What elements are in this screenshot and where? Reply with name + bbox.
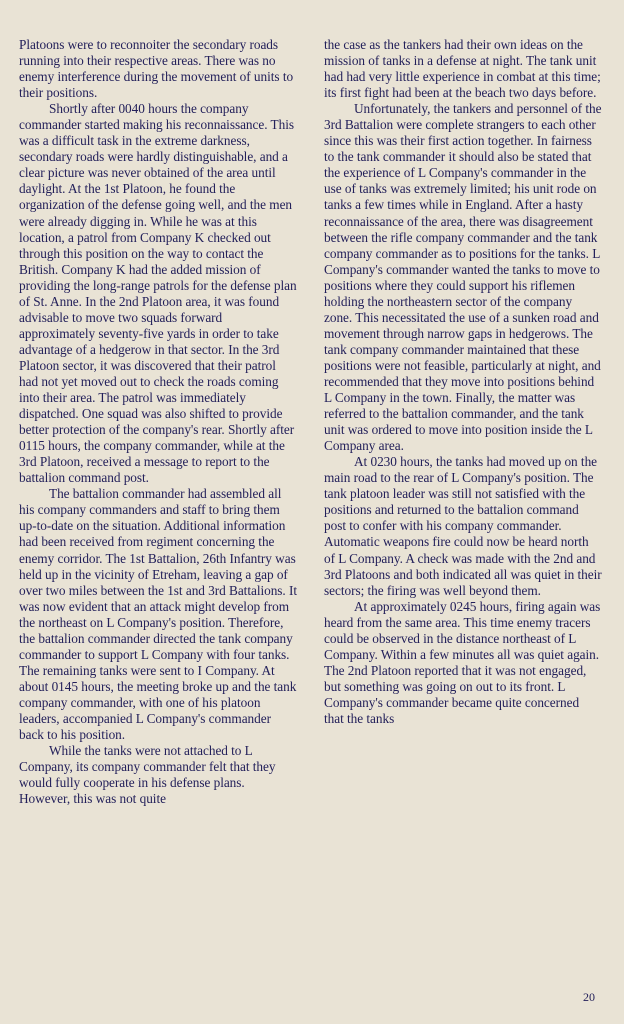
paragraph: The battalion commander had assembled all his company commanders and staff to bring them up-to-date on the situation. Additional information had been received from regiment concerning the enemy corridor. The 1st Battalion, 26th Infantry was held up in the vicinity of Etreham, leaving a gap of over two miles between the 1st and 3rd Battalions. It was now evident that an attack might develop from the northeast on L Company's position. Therefore, the battalion commander directed the tank company commander to support L Company with four tanks. The remaining tanks were sent to I Company. At about 0145 hours, the meeting broke up and the tank company commander, with one of his platoon leaders, accompanied L Company's commander back to his position. — [19, 486, 298, 743]
right-text-column — [324, 37, 602, 727]
paragraph: Unfortunately, the tankers and personnel of the 3rd Battalion were complete strangers to each other since this was their first action together. In fairness to the tank commander it should also be stated that the experience of L Company's commander in the use of tanks was extremely limited; his unit rode on tanks a few times while in England. After a hasty reconnaissance of the area, there was disagreement between the rifle company commander and the tank company commander as to positions for the tanks. L Company's commander wanted the tanks to move to positions where they could support his riflemen holding the northeastern sector of the company zone. This necessitated the use of a sunken road and movement through narrow gaps in hedgerows. The tank company commander maintained that these positions were not feasible, particularly at night, and recommended that they move into positions behind L Company in the town. Finally, the matter was referred to the battalion commander, and the tank unit was ordered to move into position inside the L Company area. — [324, 101, 602, 454]
paragraph: Platoons were to reconnoiter the secondary roads running into their respective areas. There was no enemy interference during the movement of units to their positions. — [19, 37, 294, 101]
left-text-column — [19, 37, 297, 807]
paragraph: At 0230 hours, the tanks had moved up on the main road to the rear of L Company's position. The tank platoon leader was still not satisfied with the positions and returned to the battalion command post to confer with his company commander. Automatic weapons fire could now be heard north of L Company. A check was made with the 2nd and 3rd Platoons and both indicated all was quiet in their sectors; the firing was well beyond them. — [324, 454, 602, 598]
paragraph: At approximately 0245 hours, firing again was heard from the same area. This time enemy tracers could be observed in the distance northeast of L Company. Within a few minutes all was quiet again. The 2nd Platoon reported that it was not engaged, but something was going on out to its front. L Company's commander became quite concerned that the tanks — [324, 598, 601, 726]
page-number: 20 — [583, 990, 595, 1004]
paragraph: While the tanks were not attached to L Company, its company commander felt that they would fully cooperate in his defense plans. However, this was not quite — [19, 743, 276, 807]
paragraph: the case as the tankers had their own ideas on the mission of tanks in a defense at night. The tank unit had had very little experience in combat at this time; its first fight had been at the beach two days before. — [324, 37, 601, 101]
paragraph: Shortly after 0040 hours the company commander started making his reconnaissance. This was a difficult task in the extreme darkness, secondary roads were hardly distinguishable, and a clear picture was never obtained of the area until daylight. At the 1st Platoon, he found the organization of the defense going well, and the men were already digging in. While he was at this location, a patrol from Company K checked out through this position on the way to contact the British. Company K had the added mission of providing the long-range patrols for the defense plan of St. Anne. In the 2nd Platoon area, it was found advisable to move two squads forward approximately seventy-five yards in order to take advantage of a hedgerow in that sector. In the 3rd Platoon sector, it was discovered that their patrol had not yet moved out to check the roads coming into their area. The patrol was immediately dispatched. One squad was also shifted to provide better protection of the company's rear. Shortly after 0115 hours, the company commander, while at the 3rd Platoon, received a message to report to the battalion command post. — [19, 101, 297, 486]
